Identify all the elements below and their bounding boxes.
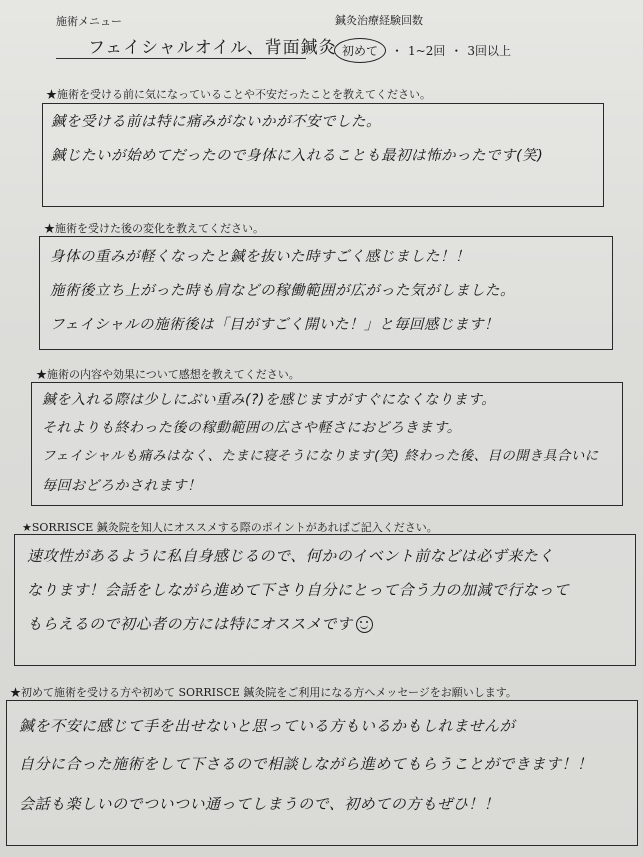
count-option-first-time[interactable]: 初めて [334,38,386,63]
count-option-1-2[interactable]: 1~2回 [408,44,446,58]
section-2-question: ★施術を受けた後の変化を教えてください。 [44,222,264,235]
menu-underline [56,58,306,59]
menu-label: 施術メニュー [56,15,122,28]
section-2-answer-box [39,236,613,350]
answer-line [27,613,373,634]
section-5-answer-box [6,700,638,846]
answer-line: 鍼を入れる際は少しにぶい重み(?)を感じますがすぐになくなります。 [42,392,496,408]
answer-line-text: もらえるので初心者の方には特にオススメです [27,615,353,633]
section-1-question: ★施術を受ける前に気になっていることや不安だったことを教えてください。 [46,88,431,101]
section-5-question: ★初めて施術を受ける方や初めて SORRISCE 鍼灸院をご利用になる方へメッセージをお願いします。 [10,686,517,699]
count-separator: ・ [391,44,404,58]
answer-line: 鍼を不安に感じて手を出せないと思っている方もいるかもしれませんが [19,717,516,735]
answer-line: 自分に合った施術をして下さるので相談しながら進めてもらうことができます！！ [19,755,593,773]
answer-line: それよりも終わった後の稼動範囲の広さや軽さにおどろきます。 [42,420,462,436]
section-3-question: ★施術の内容や効果について感想を教えてください。 [36,368,300,381]
section-1-answer-box [42,103,604,207]
answer-line: 速攻性があるように私自身感じるので、何かのイベント前などは必ず来たく [27,547,554,565]
answer-line: 身体の重みが軽くなったと鍼を抜いた時すごく感じました！！ [50,249,470,265]
treatment-count-label: 鍼灸治療経験回数 [335,14,423,27]
answer-line: なります！会話をしながら進めて下さり自分にとって合う力の加減で行なって [27,581,570,599]
answer-line: フェイシャルも痛みはなく、たまに寝そうになります(笑) 終わった後、目の開き具合いに [42,449,599,464]
answer-line: 鍼じたいが始めてだったので身体に入れることも最初は怖かったです(笑) [51,148,544,164]
menu-value: フェイシャルオイル、背面鍼灸 [88,38,337,58]
count-separator: ・ [450,44,463,58]
section-4-answer-box [14,534,636,666]
smiley-face-icon [356,616,373,633]
treatment-count-options [338,38,511,63]
answer-line: フェイシャルの施術後は「目がすごく開いた！」と毎回感じます！ [50,317,499,333]
section-4-question: ★SORRISCE 鍼灸院を知人にオススメする際のポイントがあればご記入ください。 [22,521,438,534]
answer-line: 鍼を受ける前は特に痛みがないかが不安でした。 [51,114,381,130]
answer-line: 毎回おどろかされます！ [42,478,202,494]
section-3-answer-box [31,382,623,506]
answer-line: 施術後立ち上がった時も肩などの稼働範囲が広がった気がしました。 [50,283,515,299]
count-option-3-plus[interactable]: 3回以上 [467,44,512,58]
answer-line: 会話も楽しいのでついつい通ってしまうので、初めての方もぜひ！！ [19,795,500,813]
